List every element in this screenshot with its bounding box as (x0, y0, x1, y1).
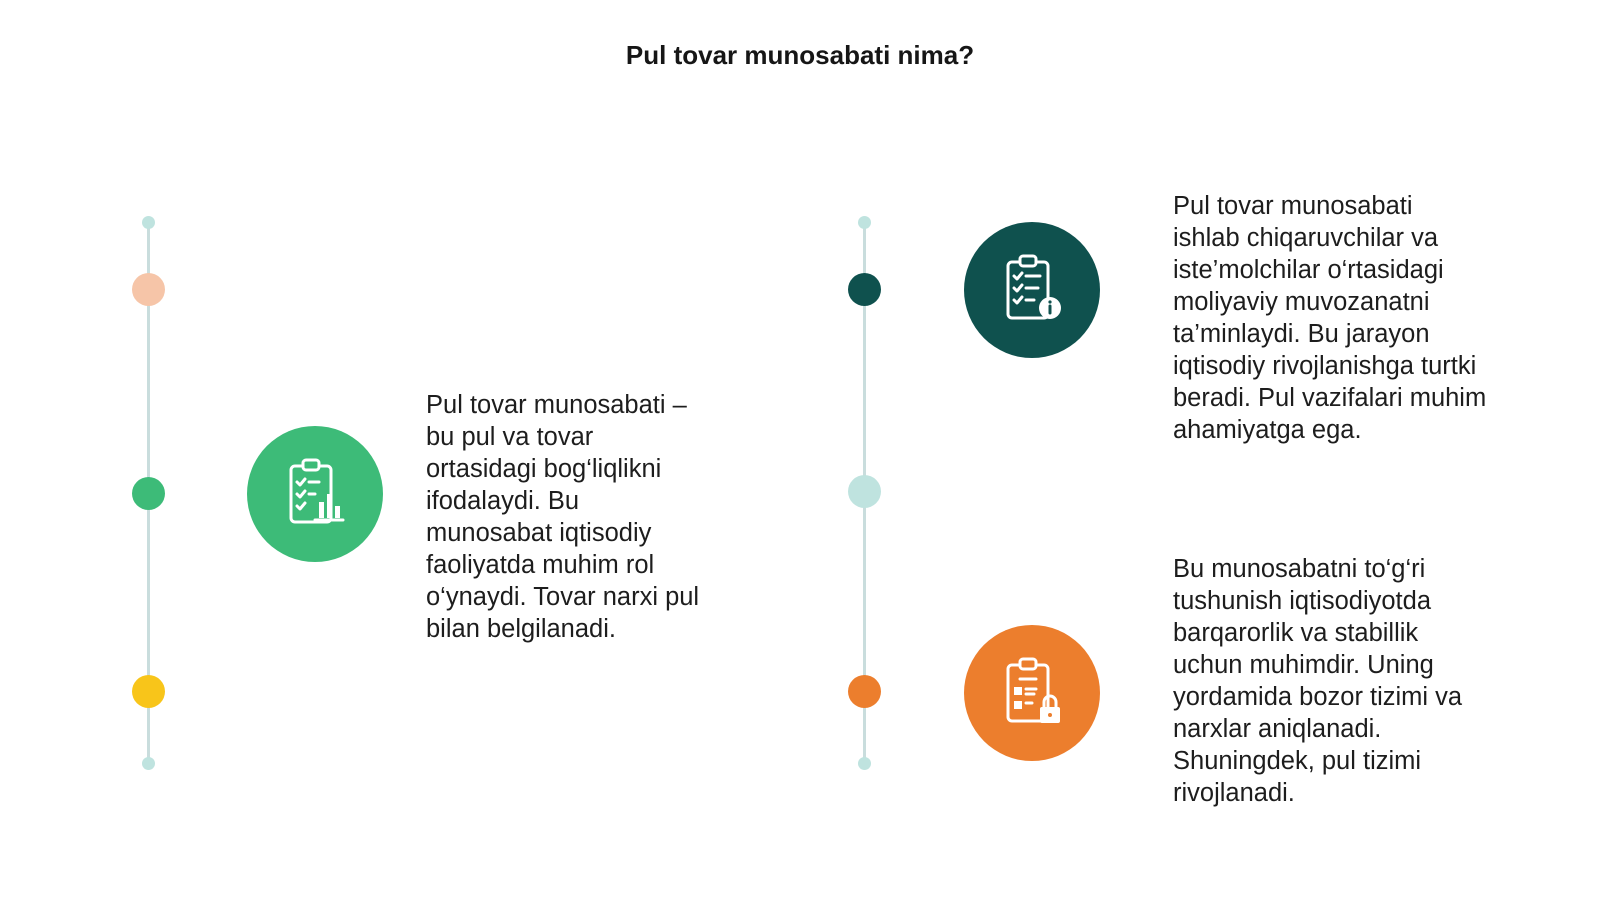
right-timeline-dot-teal (848, 273, 881, 306)
left-timeline-dot-yellow (132, 675, 165, 708)
left-timeline-dot-peach (132, 273, 165, 306)
page-title: Pul tovar munosabati nima? (625, 40, 975, 70)
right-timeline-end-dot-bottom (858, 757, 871, 770)
item-2-text: Pul tovar munosabati ishlab chiqaruvchilar va iste’molchilar o‘rtasidagi moliyaviy muvozanatni ta’minlaydi. Bu jarayon iqtisodiy rivojlanishga turtki beradi. Pul vazifalari muhim ahamiyatga ega. (1173, 192, 1487, 444)
clipboard-lock-icon (964, 625, 1100, 761)
right-timeline-dot-orange (848, 675, 881, 708)
item-3-text: Bu munosabatni to‘g‘ri tushunish iqtisodiyotda barqarorlik va stabillik uchun muhimdir. Uning yordamida bozor tizimi va narxlar aniqlanadi. Shuningdek, pul tizimi rivojlanadi. (1173, 555, 1463, 807)
left-timeline-end-dot-top (142, 216, 155, 229)
item-1-text: Pul tovar munosabati – bu pul va tovar ortasidagi bog‘liqlikni ifodalaydi. Bu munosabat iqtisodiy faoliyatda muhim rol o‘ynaydi. Tovar narxi pul bilan belgilanadi. (426, 391, 700, 643)
left-timeline-dot-green (132, 477, 165, 510)
clipboard-info-icon (964, 222, 1100, 358)
left-timeline-end-dot-bottom (142, 757, 155, 770)
right-timeline-dot-light-teal (848, 475, 881, 508)
right-timeline-end-dot-top (858, 216, 871, 229)
clipboard-chart-icon (247, 426, 383, 562)
